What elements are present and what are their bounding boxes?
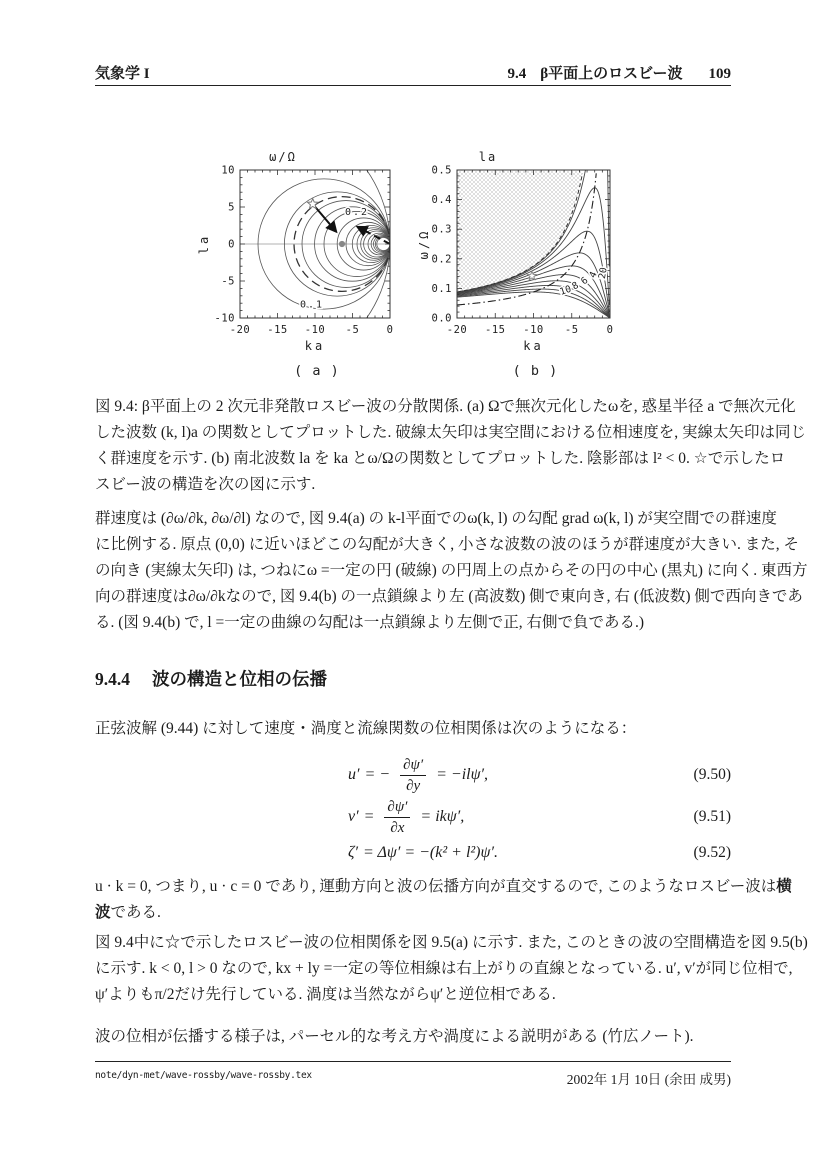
- text-line: u · k = 0, つまり, u · c = 0 であり, 運動方向と波の伝播方向が直交するので, このようなロスビー波は横: [95, 878, 792, 895]
- svg-text:ω/Ω: ω/Ω: [269, 150, 297, 164]
- equation-9-52: ζ′ = Δψ′ = −(k² + l²)ψ′. (9.52): [348, 844, 731, 861]
- svg-text:ka: ka: [304, 339, 326, 353]
- svg-text:-20: -20: [229, 324, 251, 336]
- header-rule: [95, 85, 731, 86]
- svg-text:-5: -5: [221, 275, 235, 288]
- svg-text:0.1: 0.1: [299, 299, 325, 311]
- text-line: に比例する. 原点 (0,0) に近いほどこの勾配が大きく, 小さな波数の波のほうが群速度が大きい. また, そ: [95, 536, 799, 553]
- fraction: $\frac{\partial\psi'}{\partial x}$: [384, 798, 410, 837]
- svg-text:-20: -20: [446, 324, 468, 336]
- svg-text:-15: -15: [485, 324, 506, 336]
- paragraph-propagation-note: [95, 1024, 735, 1050]
- equation-9-51: v′ = $\frac{\partial\psi'}{\partial x}$ = ikψ′, (9.51): [348, 798, 731, 836]
- text-line: 群速度は (∂ω/∂k, ∂ω/∂l) なので, 図 9.4(a) の k-l平面でのω(k, l) の勾配 grad ω(k, l) が実空間での群速度: [95, 510, 777, 527]
- equation-block: [95, 754, 731, 868]
- svg-text:5: 5: [228, 201, 235, 214]
- section-heading-title: 波の構造と位相の伝播: [152, 669, 327, 689]
- paragraph-group-velocity: [95, 506, 808, 636]
- svg-text:la: la: [197, 233, 211, 255]
- footer-rule: [95, 1061, 731, 1062]
- svg-text:6: 6: [579, 275, 591, 288]
- svg-text:0.2: 0.2: [344, 207, 370, 219]
- text-line: ψ′よりもπ/2だけ先行している. 渦度は当然ながらψ′と逆位相である.: [95, 986, 556, 1003]
- svg-text:-10: -10: [214, 312, 235, 325]
- header-page-number: 109: [708, 66, 731, 82]
- header-section-number: 9.4: [507, 66, 527, 82]
- figure-9-4-panel-b-la-curves: [415, 143, 627, 380]
- svg-text:4: 4: [587, 270, 600, 280]
- text-line: 図 9.4中に☆で示したロスビー波の位相関係を図 9.5(a) に示す. また, このときの波の空間構造を図 9.5(b): [95, 934, 808, 951]
- svg-text:-5: -5: [345, 324, 360, 336]
- svg-text:0: 0: [386, 324, 394, 336]
- caption-line: く群速度を示す. (b) 南北波数 la を ka とω/Ωの関数としてプロットした. 陰影部は l² < 0. ☆で示したロ: [95, 450, 786, 467]
- svg-text:-5: -5: [564, 324, 579, 336]
- svg-text:10: 10: [221, 164, 235, 177]
- svg-text:0.2: 0.2: [431, 253, 452, 266]
- fraction: $\frac{\partial\psi'}{\partial y}$: [400, 756, 426, 795]
- svg-text:( b ): ( b ): [512, 363, 559, 379]
- text-line: 波である.: [95, 904, 161, 921]
- text-line: の向き (実線太矢印) は, つねにω =一定の円 (破線) の円周上の点からその円の中心 (黒丸) に向く. 東西方: [95, 562, 808, 579]
- paragraph-phase-relation: [95, 930, 808, 1008]
- svg-text:0: 0: [606, 324, 614, 336]
- equation-number: (9.52): [693, 844, 731, 861]
- header-section-title: β平面上のロスビー波: [540, 66, 683, 82]
- paragraph-transverse-wave: [95, 874, 792, 926]
- text-line: る. (図 9.4(b) で, l =一定の曲線の勾配は一点鎖線より左側で正, 右側で負である.): [95, 614, 645, 631]
- svg-text:-10: -10: [523, 324, 544, 336]
- svg-text:10: 10: [558, 283, 573, 298]
- figure-caption: [95, 394, 806, 498]
- caption-line: した波数 (k, l)a の関数としてプロットした. 破線太矢印は実空間における位相速度を, 実線太矢印は同じ: [95, 424, 806, 441]
- caption-line: 図 9.4: β平面上の 2 次元非発散ロスビー波の分散関係. (a) Ωで無次元化したωを, 惑星半径 a で無次元化: [95, 398, 796, 415]
- header-course-title: 気象学 I: [95, 66, 150, 82]
- header-section: [507, 62, 731, 83]
- paragraph-sine-solution: [95, 716, 735, 742]
- svg-text:0.5: 0.5: [431, 164, 452, 177]
- section-heading-9-4-4: [95, 666, 327, 691]
- svg-text:ka: ka: [523, 339, 544, 353]
- footer-date-author: 2002年 1月 10日 (余田 成男): [566, 1072, 731, 1087]
- text-line: 正弦波解 (9.44) に対して速度・渦度と流線関数の位相関係は次のようになる：: [95, 720, 637, 737]
- svg-text:-10: -10: [304, 324, 326, 336]
- svg-text:-15: -15: [267, 324, 288, 336]
- svg-text:0.0: 0.0: [431, 312, 452, 325]
- text-line: 向の群速度は∂ω/∂kなので, 図 9.4(b) の一点鎖線より左 (高波数) 側で東向き, 右 (低波数) 側で西向きであ: [95, 588, 803, 605]
- text-line: に示す. k < 0, l > 0 なので, kx + ly =一定の等位相線は右上がりの直線となっている. u′, v′が同じ位相で,: [95, 960, 793, 977]
- svg-text:la: la: [478, 150, 498, 164]
- svg-text:0: 0: [228, 238, 235, 251]
- equation-9-50: u′ = − $\frac{\partial\psi'}{\partial y}$ = −ilψ′, (9.50): [348, 756, 731, 794]
- equation-number: (9.51): [693, 808, 731, 825]
- svg-text:0.1: 0.1: [431, 282, 452, 295]
- svg-text:20: 20: [596, 266, 610, 280]
- footer-file-path: note/dyn-met/wave-rossby/wave-rossby.tex: [95, 1070, 312, 1081]
- equation-number: (9.50): [693, 766, 731, 783]
- svg-text:8: 8: [570, 280, 581, 293]
- svg-text:( a ): ( a ): [294, 363, 340, 379]
- text-line: 波の位相が伝播する様子は, パーセル的な考え方や渦度による説明がある (竹広ノート).: [95, 1028, 694, 1045]
- section-heading-number: 9.4.4: [95, 669, 130, 689]
- svg-text:ω/Ω: ω/Ω: [417, 228, 431, 260]
- svg-text:0.4: 0.4: [431, 194, 452, 207]
- figure-9-4-panel-a-dispersion-contours: [195, 143, 407, 380]
- svg-text:0.3: 0.3: [431, 223, 452, 236]
- caption-line: スビー波の構造を次の図に示す.: [95, 476, 316, 493]
